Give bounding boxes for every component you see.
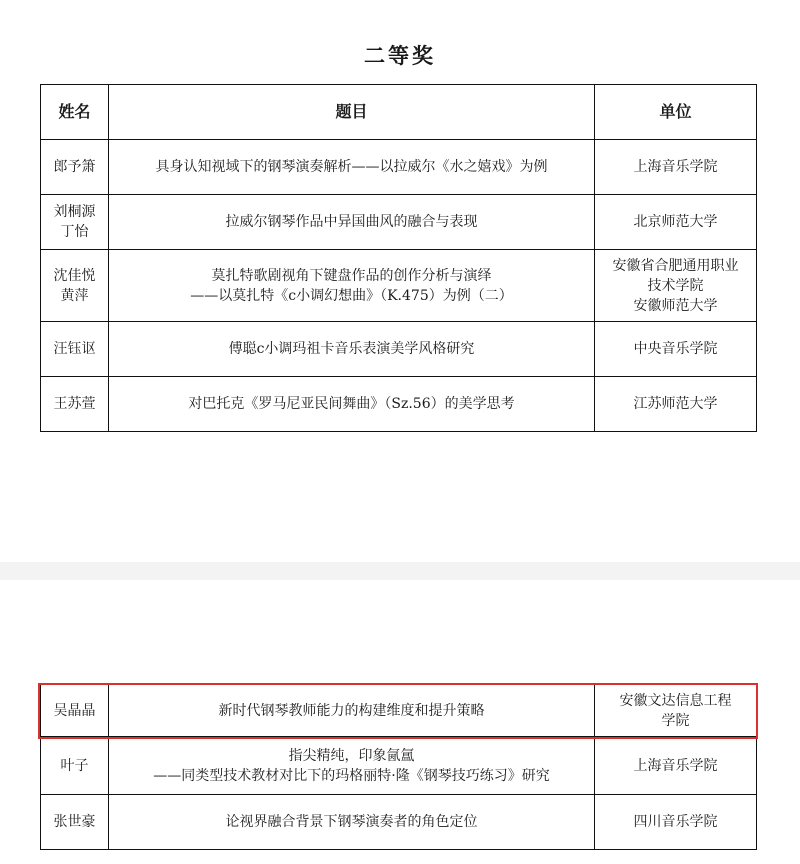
cell-title: 莫扎特歌剧视角下键盘作品的创作分析与演绎 ——以莫扎特《c小调幻想曲》（K.475）为例（二）: [109, 250, 595, 322]
cell-name: 叶子: [41, 737, 109, 795]
cell-unit: 中央音乐学院: [595, 322, 757, 377]
cell-unit: 上海音乐学院: [595, 140, 757, 195]
cell-name: 汪钰讴: [41, 322, 109, 377]
table-header-row: [41, 85, 757, 140]
cell-title: 指尖精纯，印象氤氲 ——同类型技术教材对比下的玛格丽特·隆《钢琴技巧练习》研究: [109, 737, 595, 795]
cell-title: 新时代钢琴教师能力的构建维度和提升策略: [109, 685, 595, 737]
cell-unit: 江苏师范大学: [595, 377, 757, 432]
header-title: 题目: [109, 85, 595, 140]
cell-title: 论视界融合背景下钢琴演奏者的角色定位: [109, 795, 595, 850]
document-page-bottom: [0, 580, 800, 864]
cell-name: 刘桐源 丁怡: [41, 195, 109, 250]
cell-name: 郎予箫: [41, 140, 109, 195]
table-row: [41, 195, 757, 250]
cell-name: 张世豪: [41, 795, 109, 850]
table-row: [41, 140, 757, 195]
cell-title: 傅聪c小调玛祖卡音乐表演美学风格研究: [109, 322, 595, 377]
cell-name: 吴晶晶: [41, 685, 109, 737]
cell-unit: 上海音乐学院: [595, 737, 757, 795]
cell-title: 拉威尔钢琴作品中异国曲风的融合与表现: [109, 195, 595, 250]
cell-unit: 北京师范大学: [595, 195, 757, 250]
cell-title: 对巴托克《罗马尼亚民间舞曲》（Sz.56）的美学思考: [109, 377, 595, 432]
section-title: 二等奖: [364, 44, 436, 68]
award-table-bottom: [40, 684, 757, 850]
table-row-highlighted: [41, 685, 757, 737]
header-unit: 单位: [595, 85, 757, 140]
page-gap: [0, 562, 800, 580]
table-row: [41, 250, 757, 322]
cell-title: 具身认知视域下的钢琴演奏解析——以拉威尔《水之嬉戏》为例: [109, 140, 595, 195]
cell-name: 王苏萱: [41, 377, 109, 432]
table-row: [41, 322, 757, 377]
table-row: [41, 737, 757, 795]
cell-name: 沈佳悦 黄萍: [41, 250, 109, 322]
table-row: [41, 795, 757, 850]
header-name: 姓名: [41, 85, 109, 140]
table-row: [41, 377, 757, 432]
award-table-top: [40, 84, 757, 432]
cell-unit: 四川音乐学院: [595, 795, 757, 850]
cell-unit: 安徽省合肥通用职业 技术学院 安徽师范大学: [595, 250, 757, 322]
cell-unit: 安徽文达信息工程 学院: [595, 685, 757, 737]
